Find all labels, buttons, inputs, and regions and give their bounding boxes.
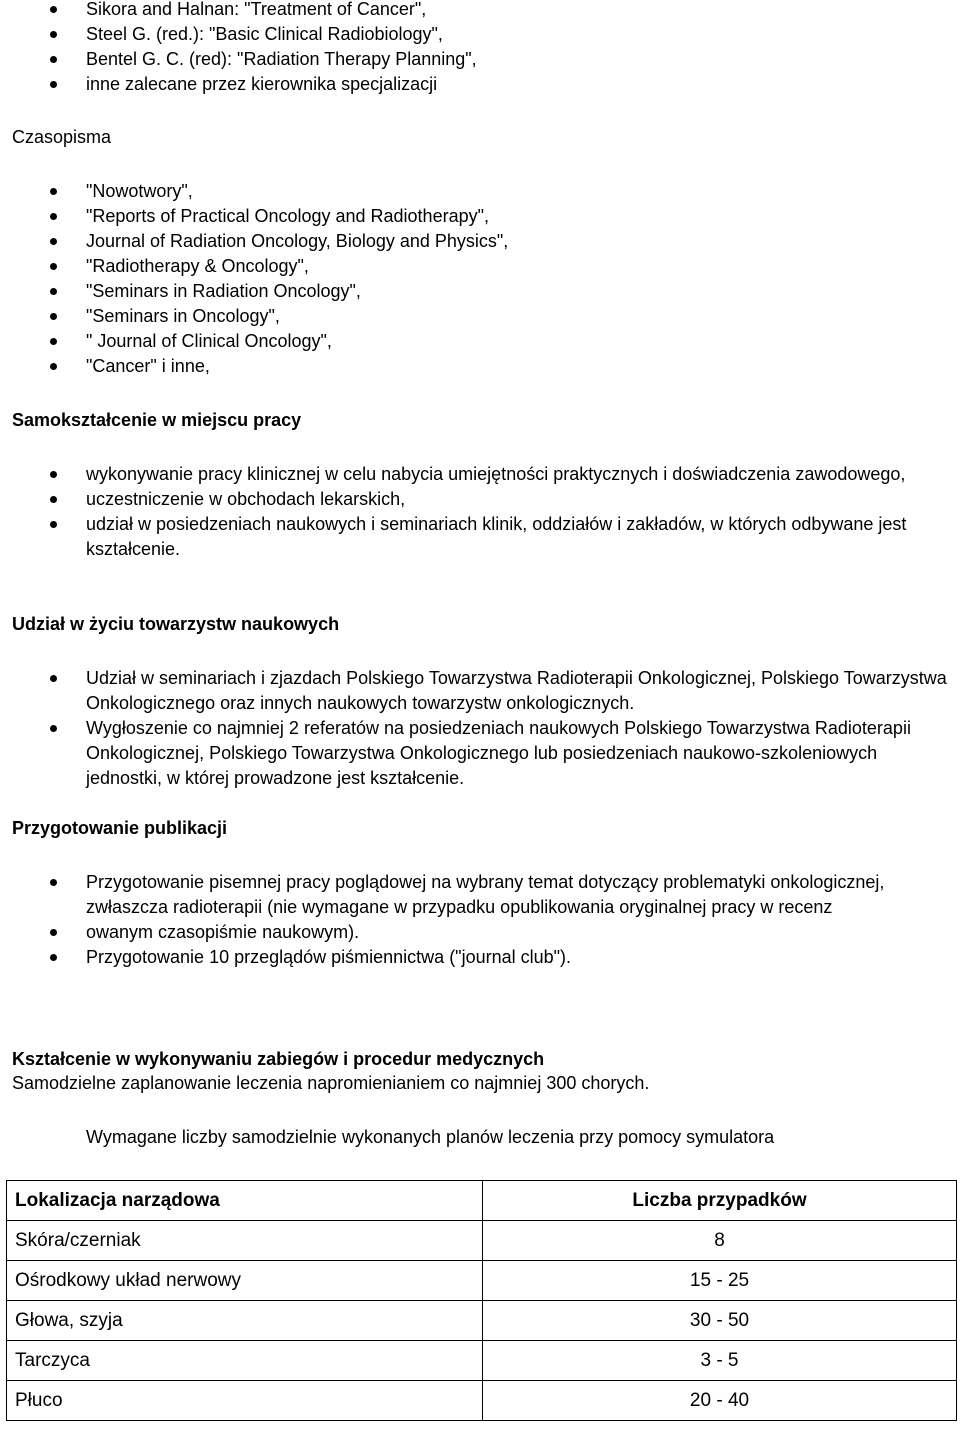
list-item: "Cancer" i inne, — [0, 354, 960, 379]
list-item: inne zalecane przez kierownika specjalizacji — [0, 72, 960, 97]
list-item: Sikora and Halnan: "Treatment of Cancer", — [0, 0, 960, 22]
list-item: Przygotowanie 10 przeglądów piśmiennictwa ("journal club"). — [0, 945, 945, 970]
count-cell: 20 - 40 — [483, 1381, 957, 1421]
literature-list — [0, 0, 960, 97]
list-item: "Radiotherapy & Oncology", — [0, 254, 960, 279]
list-item: wykonywanie pracy klinicznej w celu nabycia umiejętności praktycznych i doświadczenia zawodowego, — [0, 462, 910, 487]
location-cell: Płuco — [7, 1381, 483, 1421]
publications-list — [0, 870, 945, 970]
list-item: Steel G. (red.): "Basic Clinical Radiobiology", — [0, 22, 960, 47]
procedures-text: Samodzielne zaplanowanie leczenia napromienianiem co najmniej 300 chorych. — [12, 1073, 650, 1093]
column-header-location: Lokalizacja narządowa — [7, 1181, 483, 1221]
societies-heading: Udział w życiu towarzystw naukowych — [12, 614, 340, 634]
table-header-row — [7, 1181, 957, 1221]
list-item: uczestniczenie w obchodach lekarskich, — [0, 487, 910, 512]
list-item: owanym czasopiśmie naukowym). — [0, 920, 945, 945]
list-item: Wygłoszenie co najmniej 2 referatów na posiedzeniach naukowych Polskiego Towarzystwa Radioterapii Onkologicznej, Polskiego Towarzystwa Onkologicznego lub posiedzeniach naukowo-szkoleniowych jednostki, w której prowadzone jest kształcenie. — [0, 716, 950, 791]
list-item: " Journal of Clinical Oncology", — [0, 329, 960, 354]
journals-section — [0, 179, 960, 379]
list-item: "Seminars in Radiation Oncology", — [0, 279, 960, 304]
list-item: Udział w seminariach i zjazdach Polskiego Towarzystwa Radioterapii Onkologicznej, Polskiego Towarzystwa Onkologicznego oraz innych naukowych towarzystw onkologicznych. — [0, 666, 950, 716]
count-cell: 3 - 5 — [483, 1341, 957, 1381]
self-study-list — [0, 462, 910, 562]
location-cell: Skóra/czerniak — [7, 1221, 483, 1261]
list-item: "Seminars in Oncology", — [0, 304, 960, 329]
journals-title: Czasopisma — [12, 127, 112, 147]
column-header-count: Liczba przypadków — [483, 1181, 957, 1221]
self-study-section — [0, 462, 910, 562]
publications-section — [0, 870, 945, 970]
location-cell: Głowa, szyja — [7, 1301, 483, 1341]
list-item: Bentel G. C. (red): "Radiation Therapy Planning", — [0, 47, 960, 72]
location-cell: Ośrodkowy układ nerwowy — [7, 1261, 483, 1301]
table-row — [7, 1381, 957, 1421]
publications-heading: Przygotowanie publikacji — [12, 818, 228, 838]
journals-list — [0, 179, 960, 379]
procedures-table — [6, 1180, 957, 1421]
list-item: Przygotowanie pisemnej pracy poglądowej na wybrany temat dotyczący problematyki onkologicznej, zwłaszcza radioterapii (nie wymagane w przypadku opublikowania oryginalnej pracy w recenz — [0, 870, 945, 920]
table-row — [7, 1301, 957, 1341]
procedures-heading: Kształcenie w wykonywaniu zabiegów i procedur medycznych — [12, 1049, 545, 1069]
location-cell: Tarczyca — [7, 1341, 483, 1381]
self-study-heading: Samokształcenie w miejscu pracy — [12, 410, 302, 430]
table-row — [7, 1221, 957, 1261]
list-item: "Nowotwory", — [0, 179, 960, 204]
table-row — [7, 1261, 957, 1301]
table-caption: Wymagane liczby samodzielnie wykonanych planów leczenia przy pomocy symulatora — [86, 1127, 775, 1147]
societies-section — [0, 666, 950, 791]
list-item: "Reports of Practical Oncology and Radiotherapy", — [0, 204, 960, 229]
literature-list-section — [0, 0, 960, 97]
list-item: Journal of Radiation Oncology, Biology and Physics", — [0, 229, 960, 254]
count-cell: 8 — [483, 1221, 957, 1261]
count-cell: 30 - 50 — [483, 1301, 957, 1341]
table-row — [7, 1341, 957, 1381]
societies-list — [0, 666, 950, 791]
count-cell: 15 - 25 — [483, 1261, 957, 1301]
list-item: udział w posiedzeniach naukowych i seminariach klinik, oddziałów i zakładów, w których odbywane jest kształcenie. — [0, 512, 910, 562]
